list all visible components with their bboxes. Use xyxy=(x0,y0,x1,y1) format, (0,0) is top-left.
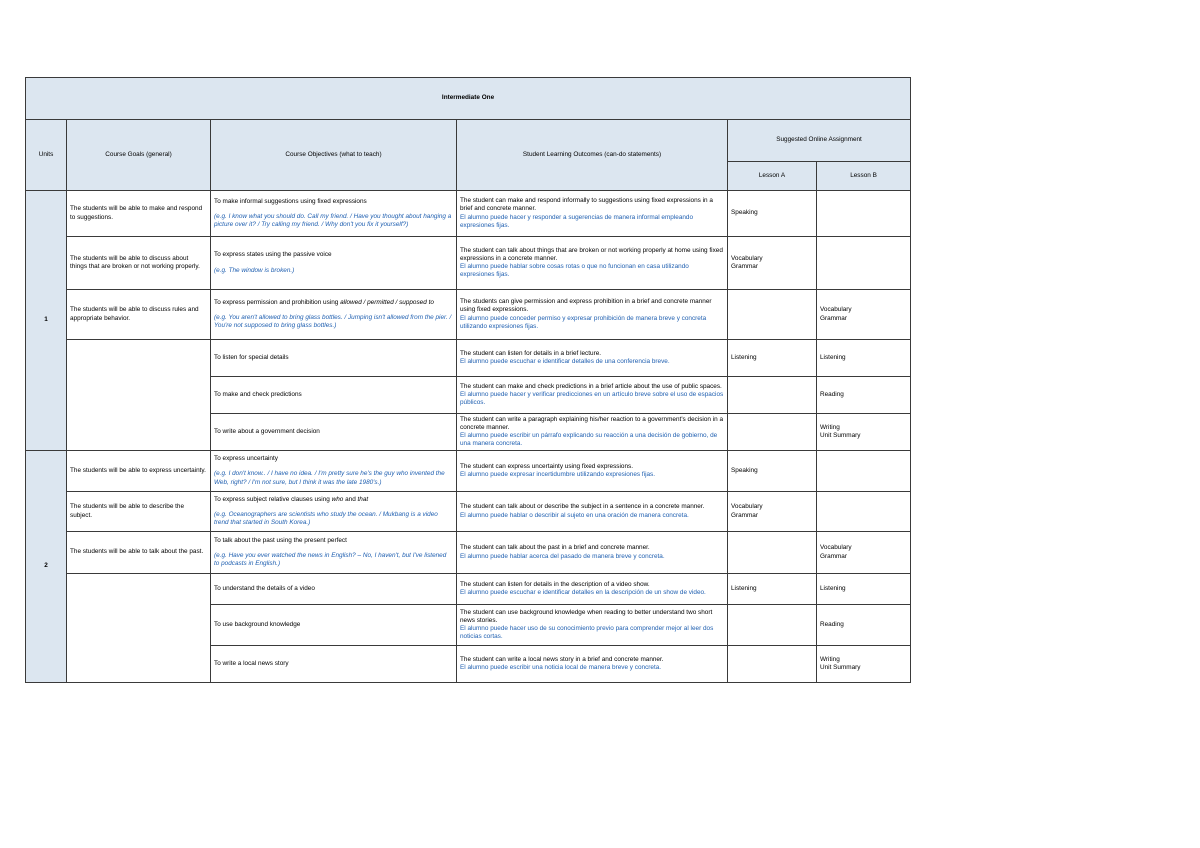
course-objective xyxy=(211,414,457,451)
unit-number: 1 xyxy=(26,191,67,451)
lesson-a-cell xyxy=(728,414,817,451)
lesson-b-cell xyxy=(817,237,911,290)
table-row xyxy=(26,191,911,237)
outcome-spanish: El alumno puede escuchar e identificar detalles de una conferencia breve. xyxy=(460,358,670,365)
objective-text: To use background knowledge xyxy=(214,620,301,628)
outcome-spanish: El alumno puede hablar sobre cosas rotas o que no funcionan en casa utilizando expresiones fijas. xyxy=(460,263,689,279)
outcome-english: The student can write a local news story in a brief and concrete manner. xyxy=(460,655,664,663)
outcome-spanish: El alumno puede escuchar e identificar detalles en la descripción de un show de video. xyxy=(460,589,706,596)
lesson-a-cell xyxy=(728,605,817,646)
objective-text: To write about a government decision xyxy=(214,427,320,435)
course-goal: The students will be able to express uncertainty. xyxy=(67,451,211,492)
header-course-objectives: Course Objectives (what to teach) xyxy=(211,120,457,191)
course-goal-empty xyxy=(67,340,211,451)
lesson-b-item: Listening xyxy=(820,584,846,592)
lesson-b-item: Unit Summary xyxy=(820,664,861,671)
lesson-b-cell xyxy=(817,574,911,605)
lesson-b-cell xyxy=(817,451,911,492)
lesson-a-item: Grammar xyxy=(731,263,758,270)
outcome-spanish: El alumno puede hablar o describir al sujeto en una oración de manera concreta. xyxy=(460,511,689,519)
outcome-english: The student can listen for details in a brief lecture. xyxy=(460,349,602,357)
lesson-a-item: Vocabulary xyxy=(731,254,763,262)
objective-text: To make informal suggestions using fixed expressions xyxy=(214,197,367,205)
outcome-english: The student can talk about the past in a brief and concrete manner. xyxy=(460,544,650,552)
table-row xyxy=(26,290,911,340)
outcome-english: The student can talk about or describe the subject in a sentence in a concrete manner. xyxy=(460,503,705,511)
lesson-b-item: Unit Summary xyxy=(820,432,861,439)
unit-number: 2 xyxy=(26,451,67,683)
objective-example: (e.g. Have you ever watched the news in English? – No, I haven't, but I've listened to podcasts in English.) xyxy=(214,551,447,568)
outcome-english: The student can make and respond informally to suggestions using fixed expressions in a brief and concrete manner. xyxy=(460,197,713,213)
course-objective xyxy=(211,290,457,340)
course-goal: The students will be able to talk about the past. xyxy=(67,532,211,574)
lesson-a-cell xyxy=(728,451,817,492)
lesson-b-cell xyxy=(817,290,911,340)
learning-outcome xyxy=(457,237,728,290)
lesson-b-cell xyxy=(817,340,911,377)
objective-text: To express permission and prohibition using allowed / permitted / supposed to xyxy=(214,298,434,306)
header-units: Units xyxy=(26,120,67,191)
lesson-b-item: Reading xyxy=(820,390,844,398)
lesson-a-cell xyxy=(728,237,817,290)
learning-outcome xyxy=(457,414,728,451)
course-objective xyxy=(211,574,457,605)
course-goal-empty xyxy=(67,574,211,683)
objective-text: To express states using the passive voice xyxy=(214,251,332,259)
lesson-b-cell xyxy=(817,532,911,574)
course-objective xyxy=(211,532,457,574)
table-row xyxy=(26,451,911,492)
lesson-b-cell xyxy=(817,646,911,683)
header-lesson-a: Lesson A xyxy=(728,162,817,191)
objective-text: To talk about the past using the present perfect xyxy=(214,536,347,544)
learning-outcome xyxy=(457,492,728,532)
outcome-english: The student can talk about things that are broken or not working properly at home using fixed expressions in a concrete manner. xyxy=(460,246,723,262)
objective-example: (e.g. I know what you should do. Call my friend. / Have you thought about hanging a picture over it? / Try calling my friend. / Why don't you fix it yourself?) xyxy=(214,212,452,229)
lesson-b-item: Writing xyxy=(820,655,840,663)
outcome-english: The students can give permission and express prohibition in a brief and concrete manner using fixed expressions. xyxy=(460,298,712,314)
lesson-b-item: Listening xyxy=(820,353,846,361)
lesson-a-item: Speaking xyxy=(731,209,758,217)
outcome-spanish: El alumno puede hacer uso de su conocimiento previo para comprender mejor al leer dos noticias cortas. xyxy=(460,625,714,641)
outcome-english: The student can use background knowledge when reading to better understand two short news stories. xyxy=(460,608,713,624)
lesson-b-item: Reading xyxy=(820,620,844,628)
learning-outcome xyxy=(457,574,728,605)
lesson-a-item: Speaking xyxy=(731,466,758,474)
outcome-english: The student can write a paragraph explaining his/her reaction to a government's decision in a concrete manner. xyxy=(460,415,724,431)
header-online-assignment: Suggested Online Assignment xyxy=(728,120,911,162)
outcome-english: The student can listen for details in the description of a video show. xyxy=(460,580,650,588)
lesson-b-item: Vocabulary xyxy=(820,306,852,314)
learning-outcome xyxy=(457,340,728,377)
course-goal: The students will be able to discuss rules and appropriate behavior. xyxy=(67,290,211,340)
objective-text: To express subject relative clauses using who and that xyxy=(214,495,369,503)
lesson-a-cell xyxy=(728,532,817,574)
outcome-spanish: El alumno puede hacer y responder a sugerencias de manera informal empleando expresiones fijas. xyxy=(460,213,694,229)
lesson-b-item: Writing xyxy=(820,423,840,431)
learning-outcome xyxy=(457,451,728,492)
lesson-b-cell xyxy=(817,414,911,451)
lesson-a-cell xyxy=(728,290,817,340)
outcome-spanish: El alumno puede hablar acerca del pasado de manera breve y concreta. xyxy=(460,552,665,560)
table-row xyxy=(26,340,911,377)
learning-outcome xyxy=(457,191,728,237)
learning-outcome xyxy=(457,532,728,574)
objective-text: To understand the details of a video xyxy=(214,584,315,592)
learning-outcome xyxy=(457,290,728,340)
course-objective xyxy=(211,451,457,492)
objective-text: To listen for special details xyxy=(214,353,289,361)
lesson-a-cell xyxy=(728,646,817,683)
objective-text: To express uncertainty xyxy=(214,455,278,463)
header-lesson-b: Lesson B xyxy=(817,162,911,191)
lesson-a-cell xyxy=(728,574,817,605)
table-row xyxy=(26,574,911,605)
lesson-a-cell xyxy=(728,492,817,532)
objective-text: To make and check predictions xyxy=(214,390,302,398)
course-goal: The students will be able to describe the subject. xyxy=(67,492,211,532)
lesson-b-item: Grammar xyxy=(820,552,847,560)
learning-outcome xyxy=(457,646,728,683)
course-title: Intermediate One xyxy=(26,78,911,120)
lesson-a-item: Listening xyxy=(731,353,757,361)
table-row xyxy=(26,237,911,290)
course-objective xyxy=(211,605,457,646)
outcome-english: The student can express uncertainty using fixed expressions. xyxy=(460,462,633,470)
course-objective xyxy=(211,377,457,414)
lesson-b-cell xyxy=(817,492,911,532)
objective-text: To write a local news story xyxy=(214,659,289,667)
lesson-b-cell xyxy=(817,377,911,414)
header-learning-outcomes: Student Learning Outcomes (can-do statements) xyxy=(457,120,728,191)
course-goal: The students will be able to discuss about things that are broken or not working properly. xyxy=(67,237,211,290)
course-goal: The students will be able to make and respond to suggestions. xyxy=(67,191,211,237)
lesson-b-item: Grammar xyxy=(820,314,847,322)
learning-outcome xyxy=(457,377,728,414)
learning-outcome xyxy=(457,605,728,646)
lesson-a-cell xyxy=(728,191,817,237)
lesson-a-cell xyxy=(728,340,817,377)
course-objective xyxy=(211,237,457,290)
outcome-spanish: El alumno puede hacer y verificar predicciones en un artículo breve sobre el uso de espacios públicos. xyxy=(460,390,724,407)
lesson-a-item: Vocabulary xyxy=(731,503,763,511)
lesson-a-item: Listening xyxy=(731,584,757,592)
lesson-a-cell xyxy=(728,377,817,414)
objective-example: (e.g. I don't know.. / I have no idea. / I'm pretty sure he's the guy who invented the Web, right? / I'm not sure, but I think it was the late 1980's.) xyxy=(214,470,445,486)
objective-example: (e.g. Oceanographers are scientists who study the ocean. / Mukbang is a video trend that started in South Korea.) xyxy=(214,510,438,527)
course-objective xyxy=(211,646,457,683)
objective-example: (e.g. The window is broken.) xyxy=(214,266,295,274)
table-row xyxy=(26,532,911,574)
outcome-english: The student can make and check predictions in a brief article about the use of public spaces. xyxy=(460,382,722,390)
objective-example: (e.g. You aren't allowed to bring glass bottles. / Jumping isn't allowed from the pier. / You're not supposed to bring glass bottles.) xyxy=(214,313,452,330)
course-objective xyxy=(211,340,457,377)
lesson-b-item: Vocabulary xyxy=(820,544,852,552)
header-row xyxy=(26,120,911,162)
lesson-b-cell xyxy=(817,605,911,646)
course-objective xyxy=(211,492,457,532)
table-row xyxy=(26,492,911,532)
lesson-a-item: Grammar xyxy=(731,511,758,519)
syllabus-table xyxy=(25,77,911,683)
outcome-spanish: El alumno puede expresar incertidumbre utilizando expresiones fijas. xyxy=(460,471,656,478)
lesson-b-cell xyxy=(817,191,911,237)
outcome-spanish: El alumno puede escribir un párrafo explicando su reacción a una decisión de gobierno, de una manera concreta. xyxy=(460,432,718,448)
outcome-spanish: El alumno puede escribir una noticia local de manera breve y concreta. xyxy=(460,664,662,671)
header-course-goals: Course Goals (general) xyxy=(67,120,211,191)
course-objective xyxy=(211,191,457,237)
outcome-spanish: El alumno puede conceder permiso y expresar prohibición de manera breve y concreta utilizando expresiones fijas. xyxy=(460,314,707,330)
title-row xyxy=(26,78,911,120)
